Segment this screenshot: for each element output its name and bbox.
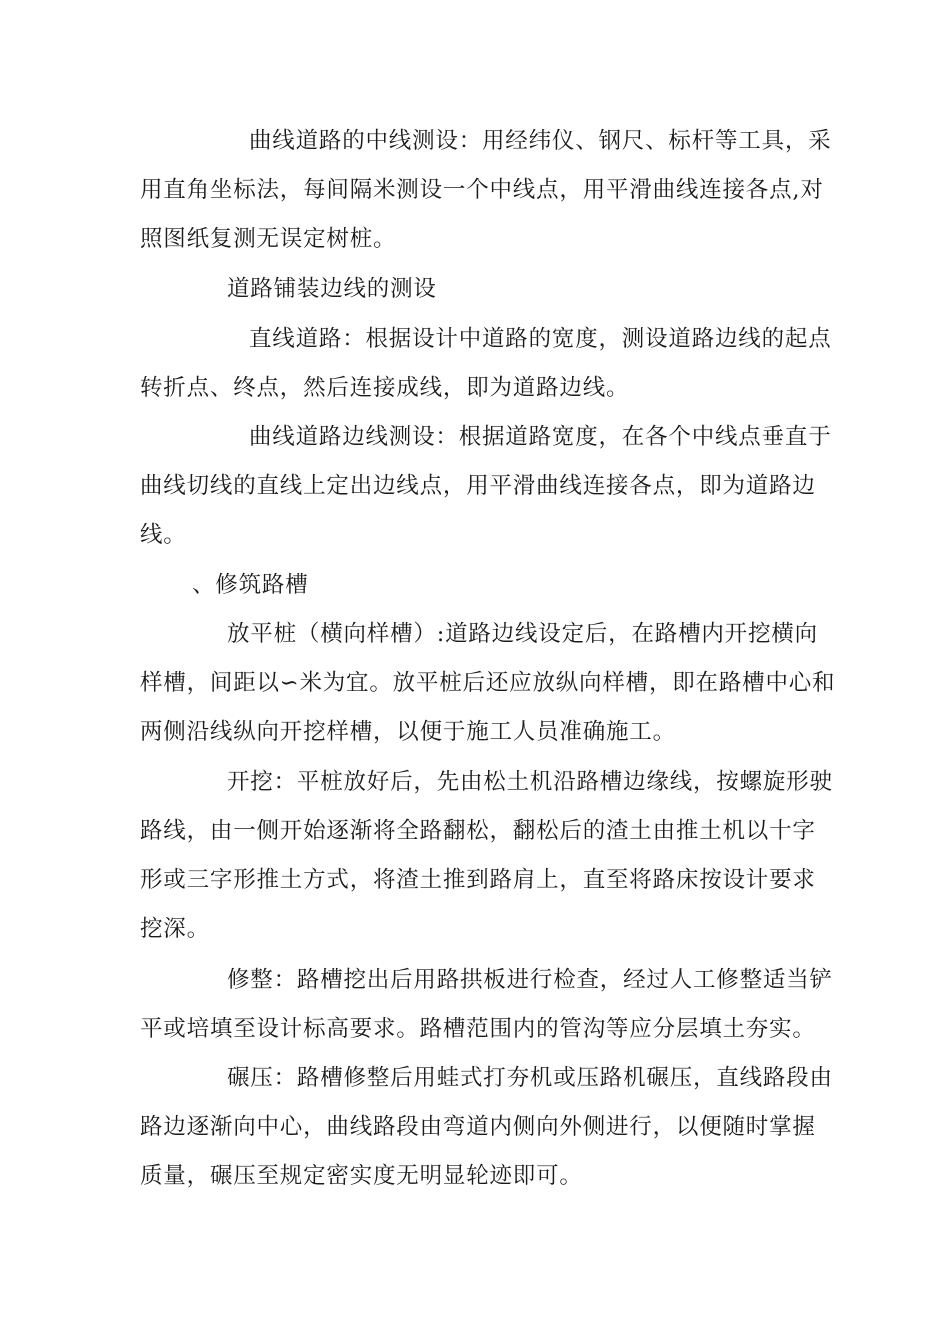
section-heading-edge-line-survey: [227, 265, 787, 314]
text-line: 放平桩（横向样槽）:道路边线设定后，在路槽内开挖横向: [227, 621, 818, 647]
section-heading-road-trough: [192, 561, 752, 610]
text-line: 开挖：平桩放好后，先由松土机沿路槽边缘线，按螺旋形驶: [227, 769, 833, 795]
text-line: 曲线切线的直线上定出边线点，用平滑曲线连接各点，即为道路边: [140, 473, 816, 499]
text-line: 平或培填至设计标高要求。路槽范围内的管沟等应分层填土夯实。: [140, 1016, 816, 1042]
paragraph-excavation: [140, 758, 833, 954]
text-line: 照图纸复测无误定树桩。: [140, 226, 397, 252]
paragraph-centerline-survey: [140, 117, 832, 264]
paragraph-compaction: [140, 1054, 833, 1201]
paragraph-straight-road: [140, 315, 832, 413]
text-line: 样槽，间距以∽米为宜。放平桩后还应放纵向样槽，即在路槽中心和: [140, 670, 836, 696]
text-line: 两侧沿线纵向开挖样槽，以便于施工人员准确施工。: [140, 719, 676, 745]
text-line: 修整：路槽挖出后用路拱板进行检查，经过人工修整适当铲: [227, 967, 833, 993]
text-line: 曲线道路边线测设：根据道路宽度，在各个中线点垂直于: [249, 424, 832, 450]
paragraph-level-stakes: [140, 610, 836, 757]
paragraph-curved-road-edge: [140, 413, 832, 560]
text-line: 挖深。: [140, 916, 210, 942]
text-line: 、修筑路槽: [192, 572, 309, 598]
text-line: 转折点、终点，然后连接成线，即为道路边线。: [140, 375, 630, 401]
text-line: 路边逐渐向中心，曲线路段由弯道内侧向外侧进行，以便随时掌握: [140, 1114, 816, 1140]
text-line: 线。: [140, 522, 187, 548]
paragraph-trimming: [140, 956, 833, 1054]
text-line: 直线道路：根据设计中道路的宽度，测设道路边线的起点: [249, 326, 832, 352]
text-line: 道路铺装边线的测设: [227, 276, 437, 302]
text-line: 形或三字形推土方式，将渣土推到路肩上，直至将路床按设计要求: [140, 867, 816, 893]
text-line: 曲线道路的中线测设：用经纬仪、钢尺、标杆等工具，采: [249, 128, 832, 154]
text-line: 质量，碾压至规定密实度无明显轮迹即可。: [140, 1163, 583, 1189]
text-line: 路线，由一侧开始逐渐将全路翻松，翻松后的渣土由推土机以十字: [140, 818, 816, 844]
text-line: 碾压：路槽修整后用蛙式打夯机或压路机碾压，直线路段由: [227, 1065, 833, 1091]
text-line: 用直角坐标法，每间隔米测设一个中线点，用平滑曲线连接各点,对: [140, 177, 824, 203]
